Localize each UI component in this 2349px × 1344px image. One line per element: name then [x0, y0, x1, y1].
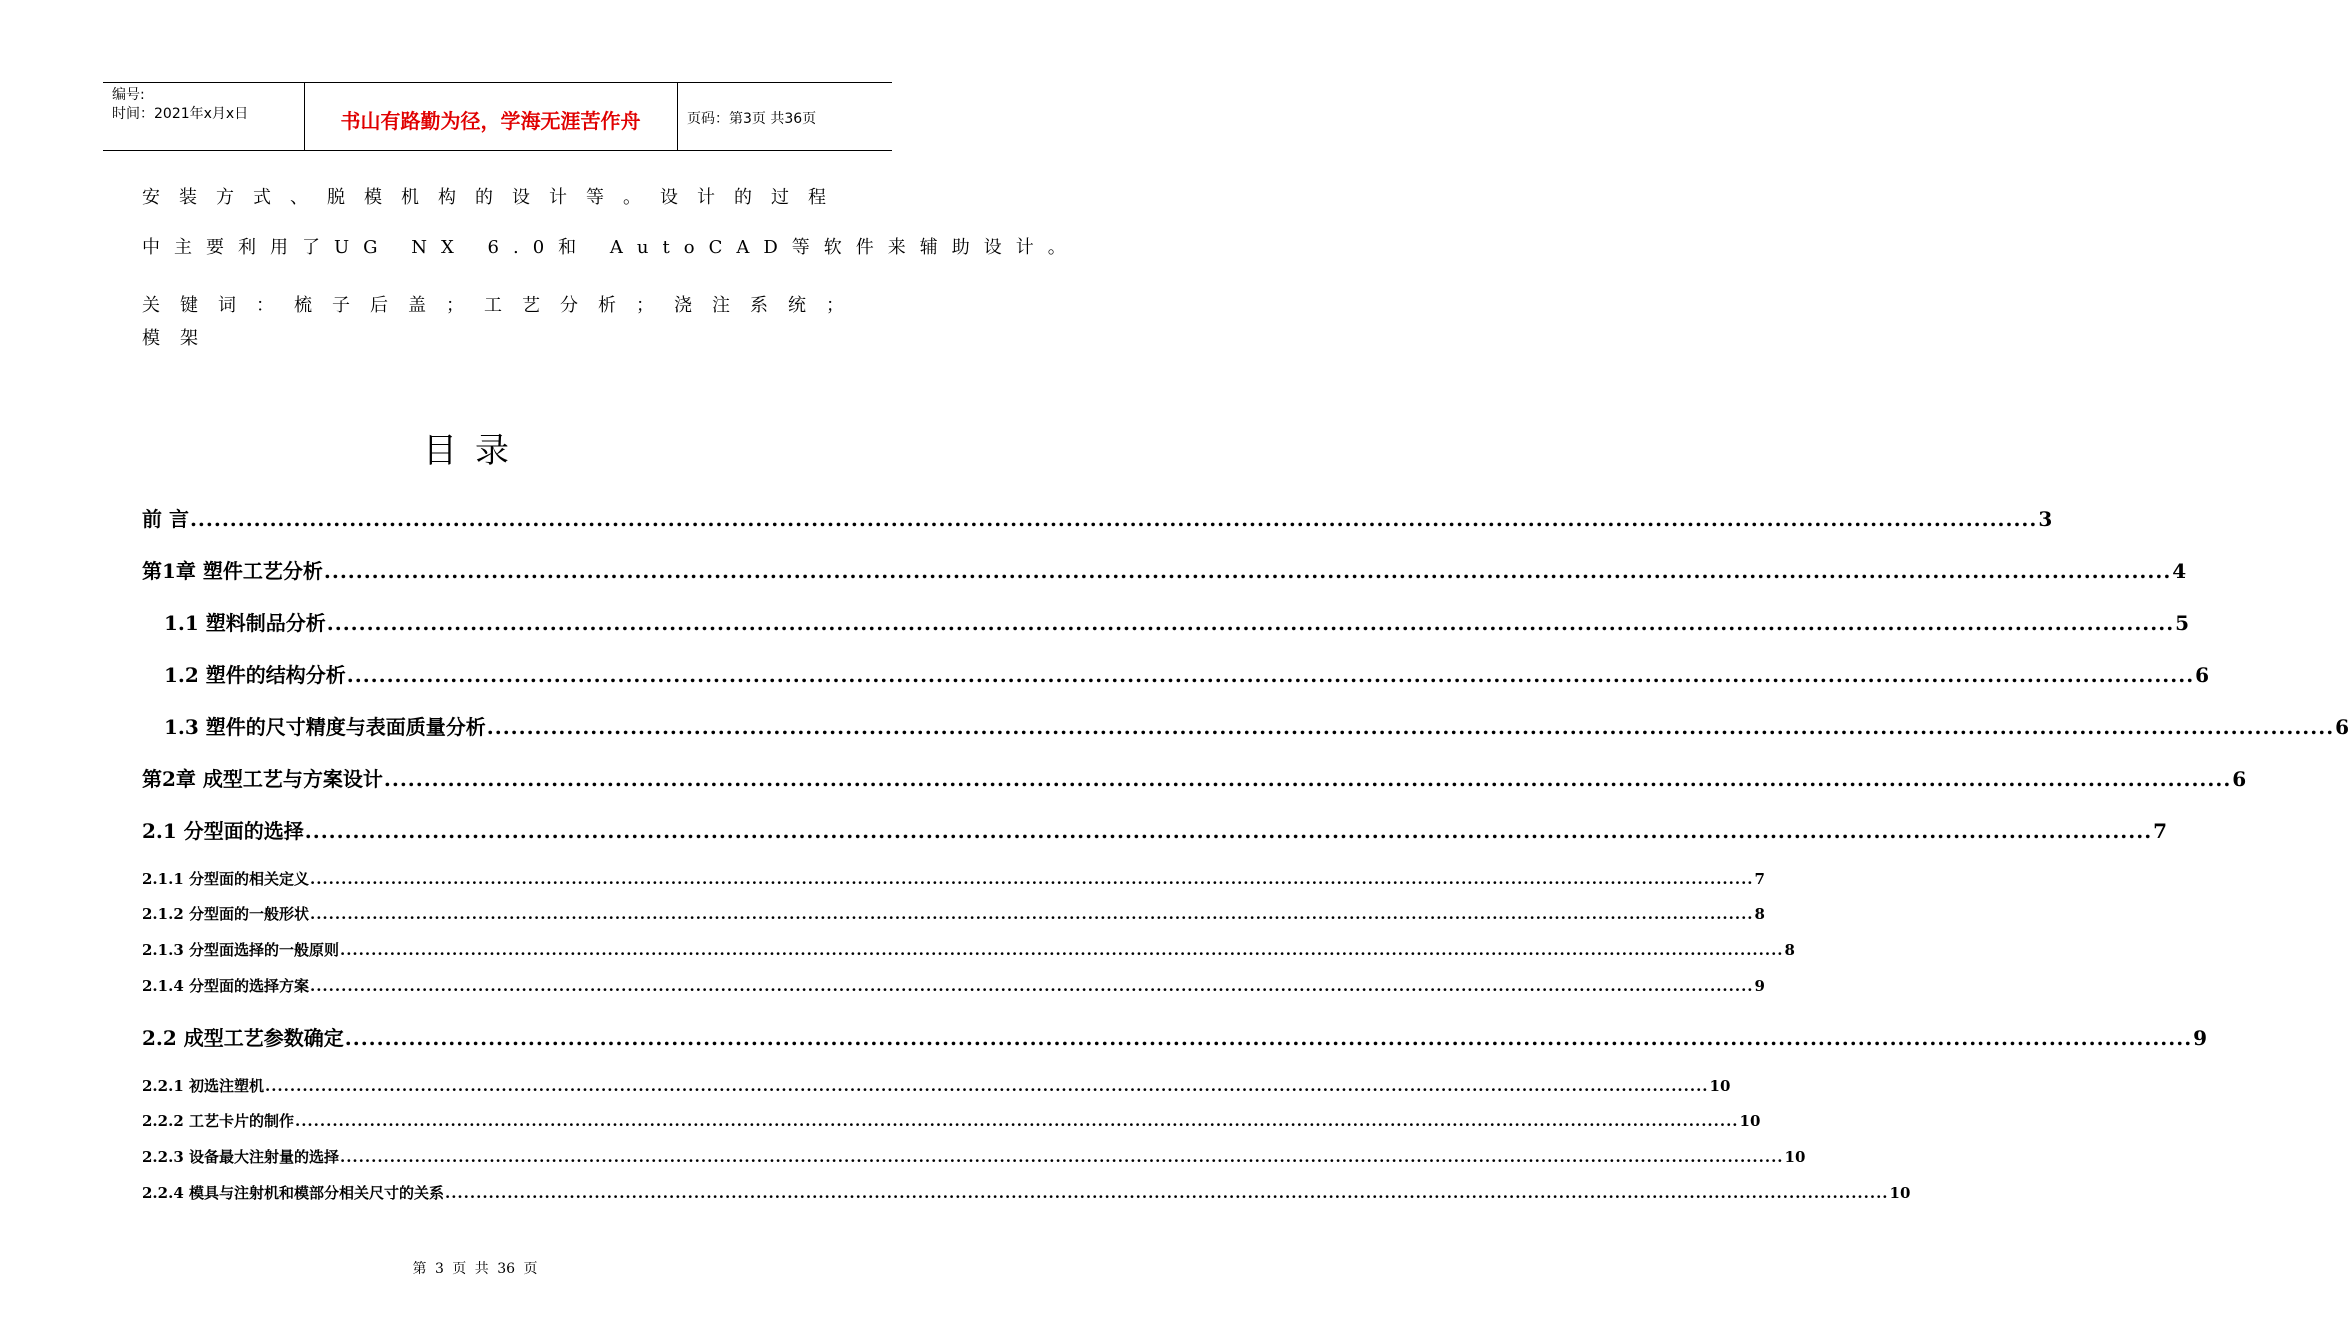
toc-entry-label: 2.2.3 设备最大注射量的选择	[142, 1148, 339, 1166]
toc-entry-page: 8	[1784, 941, 1795, 959]
toc-leader-dots	[305, 819, 2152, 843]
header-page-info: 页码：第3页 共36页	[687, 111, 817, 127]
toc-entry-label: 2.1 分型面的选择	[142, 819, 304, 843]
toc-leader-dots	[324, 559, 2171, 583]
toc-entry[interactable]	[142, 763, 2247, 792]
toc-entry[interactable]	[142, 555, 2187, 584]
toc-leader-dots	[327, 611, 2174, 635]
toc-leader-dots	[487, 715, 2334, 739]
toc-entry-label: 2.1.2 分型面的一般形状	[142, 905, 309, 923]
toc-entry-label: 2.2.4 模具与注射机和模部分相关尺寸的关系	[142, 1184, 444, 1202]
toc-entry-page: 7	[1754, 870, 1765, 888]
toc-leader-dots	[384, 767, 2231, 791]
toc-entry-page: 10	[1784, 1148, 1806, 1166]
toc-leader-dots	[310, 905, 1754, 923]
toc-entry[interactable]	[142, 815, 2168, 844]
toc-entry-label: 1.2 塑件的结构分析	[164, 663, 346, 687]
toc-leader-dots	[310, 870, 1754, 888]
toc-entry-label: 1.1 塑料制品分析	[164, 611, 326, 635]
toc-leader-dots	[340, 1148, 1784, 1166]
keywords-line: 关键词：梳子后盖；工艺分析；浇注系统；	[142, 295, 864, 316]
toc-entry-label: 2.2 成型工艺参数确定	[142, 1026, 344, 1050]
toc-entry-page: 9	[2193, 1026, 2208, 1050]
toc-entry-label: 1.3 塑件的尺寸精度与表面质量分析	[164, 715, 486, 739]
toc-leader-dots	[340, 941, 1784, 959]
toc-entry[interactable]	[164, 607, 2190, 636]
toc-entry[interactable]	[164, 659, 2210, 688]
toc-entry-page: 6	[2335, 715, 2349, 739]
toc-entry-page: 6	[2232, 767, 2247, 791]
toc-leader-dots	[265, 1077, 1709, 1095]
toc-leader-dots	[445, 1184, 1889, 1202]
toc-title: 目录	[423, 431, 527, 471]
toc-entry-page: 4	[2172, 559, 2187, 583]
toc-entry[interactable]	[142, 868, 1765, 889]
toc-entry-page: 7	[2153, 819, 2168, 843]
number-label: 编号:	[112, 87, 145, 103]
toc-entry-page: 5	[2175, 611, 2190, 635]
header-motto: 书山有路勤为径，学海无涯苦作舟	[340, 109, 641, 133]
toc-leader-dots	[295, 1112, 1739, 1130]
toc-entry[interactable]	[142, 975, 1765, 996]
toc-entry-page: 8	[1754, 905, 1765, 923]
toc-leader-dots	[190, 507, 2037, 531]
toc-entry-label: 前 言	[142, 507, 189, 531]
toc-entry[interactable]	[142, 1022, 2208, 1051]
toc-entry-label: 第2章 成型工艺与方案设计	[142, 767, 383, 791]
toc-entry-label: 2.2.2 工艺卡片的制作	[142, 1112, 294, 1130]
header-divider	[677, 83, 678, 150]
time-label: 时间：2021年x月x日	[112, 106, 249, 122]
toc-entry-label: 2.1.3 分型面选择的一般原则	[142, 941, 339, 959]
abstract-line: 中主要利用了UG NX 6.0和 AutoCAD等软件来辅助设计。	[142, 237, 1080, 258]
document-header	[103, 82, 892, 151]
toc-entry-page: 10	[1739, 1112, 1761, 1130]
toc-entry-page: 10	[1709, 1077, 1731, 1095]
abstract-line: 安装方式、脱模机构的设计等。设计的过程	[142, 187, 845, 208]
header-meta	[112, 86, 248, 124]
toc-entry[interactable]	[164, 711, 2349, 740]
toc-entry-page: 10	[1889, 1184, 1911, 1202]
toc-entry[interactable]	[142, 939, 1795, 960]
toc-entry[interactable]	[142, 903, 1765, 924]
toc-entry[interactable]	[142, 1110, 1761, 1131]
toc-entry[interactable]	[142, 1182, 1911, 1203]
toc-leader-dots	[345, 1026, 2192, 1050]
toc-entry-label: 2.2.1 初选注塑机	[142, 1077, 264, 1095]
toc-leader-dots	[347, 663, 2194, 687]
toc-leader-dots	[310, 977, 1754, 995]
page-footer: 第 3 页 共 36 页	[412, 1261, 538, 1277]
keywords-line: 模架	[142, 328, 218, 349]
toc-entry-label: 第1章 塑件工艺分析	[142, 559, 323, 583]
toc-entry-label: 2.1.4 分型面的选择方案	[142, 977, 309, 995]
toc-entry[interactable]	[142, 1075, 1731, 1096]
toc-entry-page: 3	[2038, 507, 2053, 531]
toc-entry[interactable]	[142, 503, 2053, 532]
toc-entry-page: 9	[1754, 977, 1765, 995]
toc-entry-page: 6	[2195, 663, 2210, 687]
toc-entry[interactable]	[142, 1146, 1806, 1167]
toc-entry-label: 2.1.1 分型面的相关定义	[142, 870, 309, 888]
